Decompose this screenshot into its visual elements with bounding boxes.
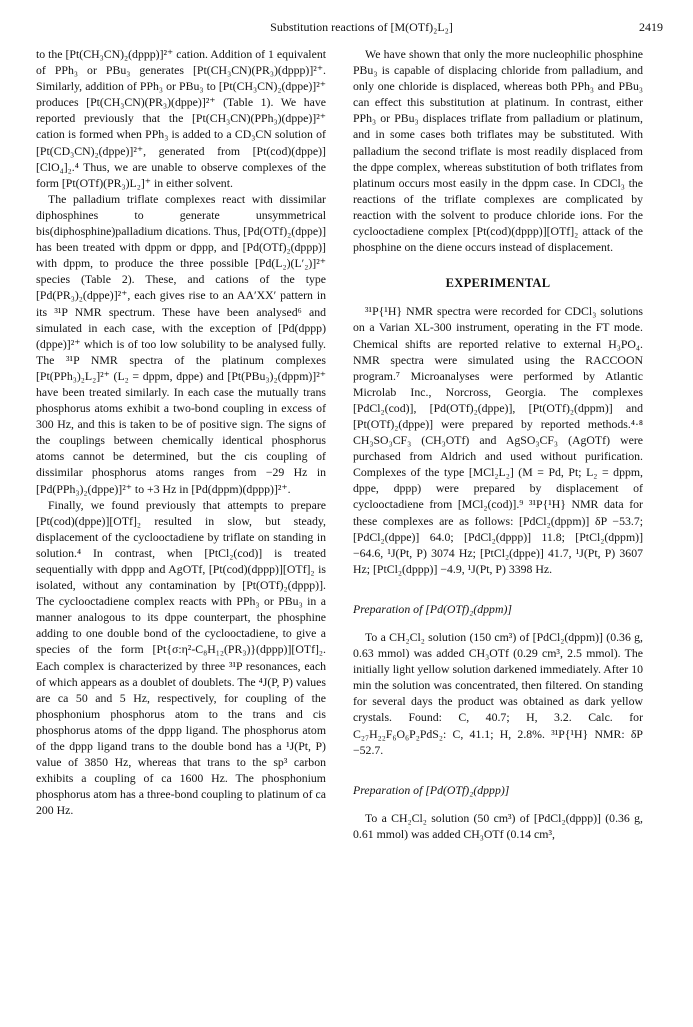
page-number: 2419 xyxy=(639,20,663,34)
body-paragraph: to the [Pt(CH₃CN)₂(dppp)]²⁺ cation. Addition of 1 equivalent of PPh₃ or PBu₃ generates [Pt(CH₃CN)(PR₃)(dppp)]²⁺. Similarly, addition of PPh₃ or PBu₃ to [Pt(CH₃CN)₂(dppe)]²⁺ produces [Pt(CH₃CN)(PR₃)(dppe)]²⁺ (Table 1). We have reported previously that the [Pt(CH₃CN)(PPh₃)(dppe)]²⁺ cation is formed when PPh₃ is added to a CD₃CN solution of [Pt(CD₃CN)₂(dppe)]²⁺, generated from [Pt(cod)(dppe)][ClO₄]₂.⁴ Thus, we are unable to observe complexes of the form [Pt(OTf)(PR₃)L₂]⁺ in either solvent. xyxy=(36,47,326,190)
experimental-section-heading: EXPERIMENTAL xyxy=(445,276,551,291)
preparation-paragraph: To a CH₂Cl₂ solution (50 cm³) of [PdCl₂(dppp)] (0.36 g, 0.61 mmol) was added CH₃OTf (0.14 cm³, xyxy=(353,810,643,841)
left-column xyxy=(36,46,326,819)
preparation-heading: Preparation of [Pd(OTf)₂(dppp)] xyxy=(353,782,510,797)
body-paragraph: Finally, we found previously that attempts to prepare [Pt(cod)(dppe)][OTf]₂ resulted in slow, but steady, displacement of the cyclooctadiene by triflate on standing in solution.⁴ In contrast, when [PtCl₂(cod)] is treated sequentially with dppp and AgOTf, [Pt(cod)(dppp)][OTf]₂ is isolated, without any contamination by [Pt(OTf)₂(dppp)]. The cyclooctadiene complex reacts with PPh₃ or PBu₃ in a manner analogous to its dppe counterpart, the phosphine adding to one double bond of the cyclooctadiene, to give a species of the form [Pt{σ:η²-C₈H₁₂(PR₃)}(dppp)][OTf]₂. Each complex is characterized by three ³¹P resonances, each of which appears as a doublet of doublets. The ⁴J(P, P) values are ca 50 and 5 Hz, respectively, for coupling of the phosphonium phosphorus atom to the trans and cis phosphorus atoms of the dppp ligand. The phosphorus atom of the dppp ligand trans to the double bond has a ¹J(Pt, P) value of 3850 Hz, whereas that trans to the sp³ carbon exhibits a coupling of ca 1600 Hz. The phosphonium phosphorus atom has a three-bond coupling to platinum of ca 200 Hz. xyxy=(36,497,326,818)
conclusion-paragraph: We have shown that only the more nucleophilic phosphine PBu₃ is capable of displacing chloride from palladium, and only one chloride is displaced, whereas both PPh₃ and PBu₃ can effect this substitution at platinum. In contrast, either PPh₃ or PBu₃ displaces triflate from palladium or platinum, and in some cases both triflates may be substituted. With palladium the second triflate is most readily displaced from the dppe complex, whereas substitution of both triflates from platinum occurs most easily in the dppm case. In CDCl₃ the reactions of the triflate complexes are complicated by reaction with the solvent to produce chloride ions. For the cyclooctadiene complex [Pt(cod)(dppp)][OTf]₂ attack of the phosphine on the diene occurs instead of displacement. xyxy=(353,47,643,255)
preparation-heading: Preparation of [Pd(OTf)₂(dppm)] xyxy=(353,601,512,616)
preparation-paragraph: To a CH₂Cl₂ solution (150 cm³) of [PdCl₂(dppm)] (0.36 g, 0.63 mmol) was added CH₃OTf (0.29 cm³, 2.5 mmol). The initially light yellow solution darkened immediately. After 10 min the solution was concentrated, then filtered. On standing for several days the product was obtained as dark yellow crystals. Found: C, 40.7; H, 3.2. Calc. for C₂₇H₂₂F₆O₆P₂PdS₂: C, 41.1; H, 2.8%. ³¹P{¹H} NMR: δP −52.7. xyxy=(353,630,643,757)
experimental-paragraph: ³¹P{¹H} NMR spectra were recorded for CDCl₃ solutions on a Varian XL-300 instrument, operating in the FT mode. Chemical shifts are reported relative to external H₃PO₄. NMR spectra were simulated using the RACCOON program.⁷ Microanalyses were performed by Atlantic Microlab Inc., Norcross, Georgia. The complexes [PdCl₂(cod)], [Pd(OTf)₂(dppe)], [Pt(OTf)₂(dppm)] and [Pt(OTf)₂(dppe)] were prepared by reported methods.⁴·⁸ CH₃SO₃CF₃ (CH₃OTf) and AgSO₃CF₃ (AgOTf) were purchased from Aldrich and used without purification. Complexes of the type [MCl₂L₂] (M = Pd, Pt; L₂ = dppm, dppe, dppp) were prepared by displacement of cyclooctadiene from [MCl₂(cod)].⁹ ³¹P{¹H} NMR data for these complexes are as follows: [PdCl₂(dppm)] δP −53.7; [PdCl₂(dppe)] 64.0; [PdCl₂(dppp)] 11.8; [PtCl₂(dppm)] −64.6, ¹J(Pt, P) 3074 Hz; [PtCl₂(dppe)] 41.7, ¹J(Pt, P) 3607 Hz; [PtCl₂(dppp)] −4.9, ¹J(Pt, P) 3398 Hz. xyxy=(353,304,643,576)
running-title: Substitution reactions of [M(OTf)₂L₂] xyxy=(270,20,453,34)
body-paragraph: The palladium triflate complexes react with dissimilar diphosphines to generate unsymmetrical bis(diphosphine)palladium dications. Thus, [Pd(OTf)₂(dppe)] has been treated with dppm or dppp, and [Pd(OTf)₂(dppp)] with dppm, to produce the three possible [Pd(L₂)(L′₂)]²⁺ species (Table 2). These, and cations of the type [Pd(PR₃)₂(dppe)]²⁺, each gives rise to an AA′XX′ pattern in its ³¹P NMR spectrum. These have been analysed⁶ and simulated in each case, with the exception of [Pd(dppp)(dppe)]²⁺ which is of too low solubility to be analysed fully. The ³¹P NMR spectra of the platinum complexes [Pt(PPh₃)₂L₂]²⁺ (L₂ = dppm, dppe) and [Pt(PBu₃)₂(dppm)]²⁺ have been treated similarly. In each case the mutually trans phosphorus atoms exhibit a two-bond coupling in excess of 300 Hz, and this is taken to be of positive sign. The signs of the couplings between chemically identical phosphorus atoms cannot be determined, but the cis coupling of dissimilar phosphorus atoms ranges from −29 Hz in [Pd(PPh₃)₂(dppe)]²⁺ to +3 Hz in [Pd(dppm)(dppp)]²⁺. xyxy=(36,191,326,496)
right-column xyxy=(353,46,643,842)
running-head xyxy=(60,20,663,36)
